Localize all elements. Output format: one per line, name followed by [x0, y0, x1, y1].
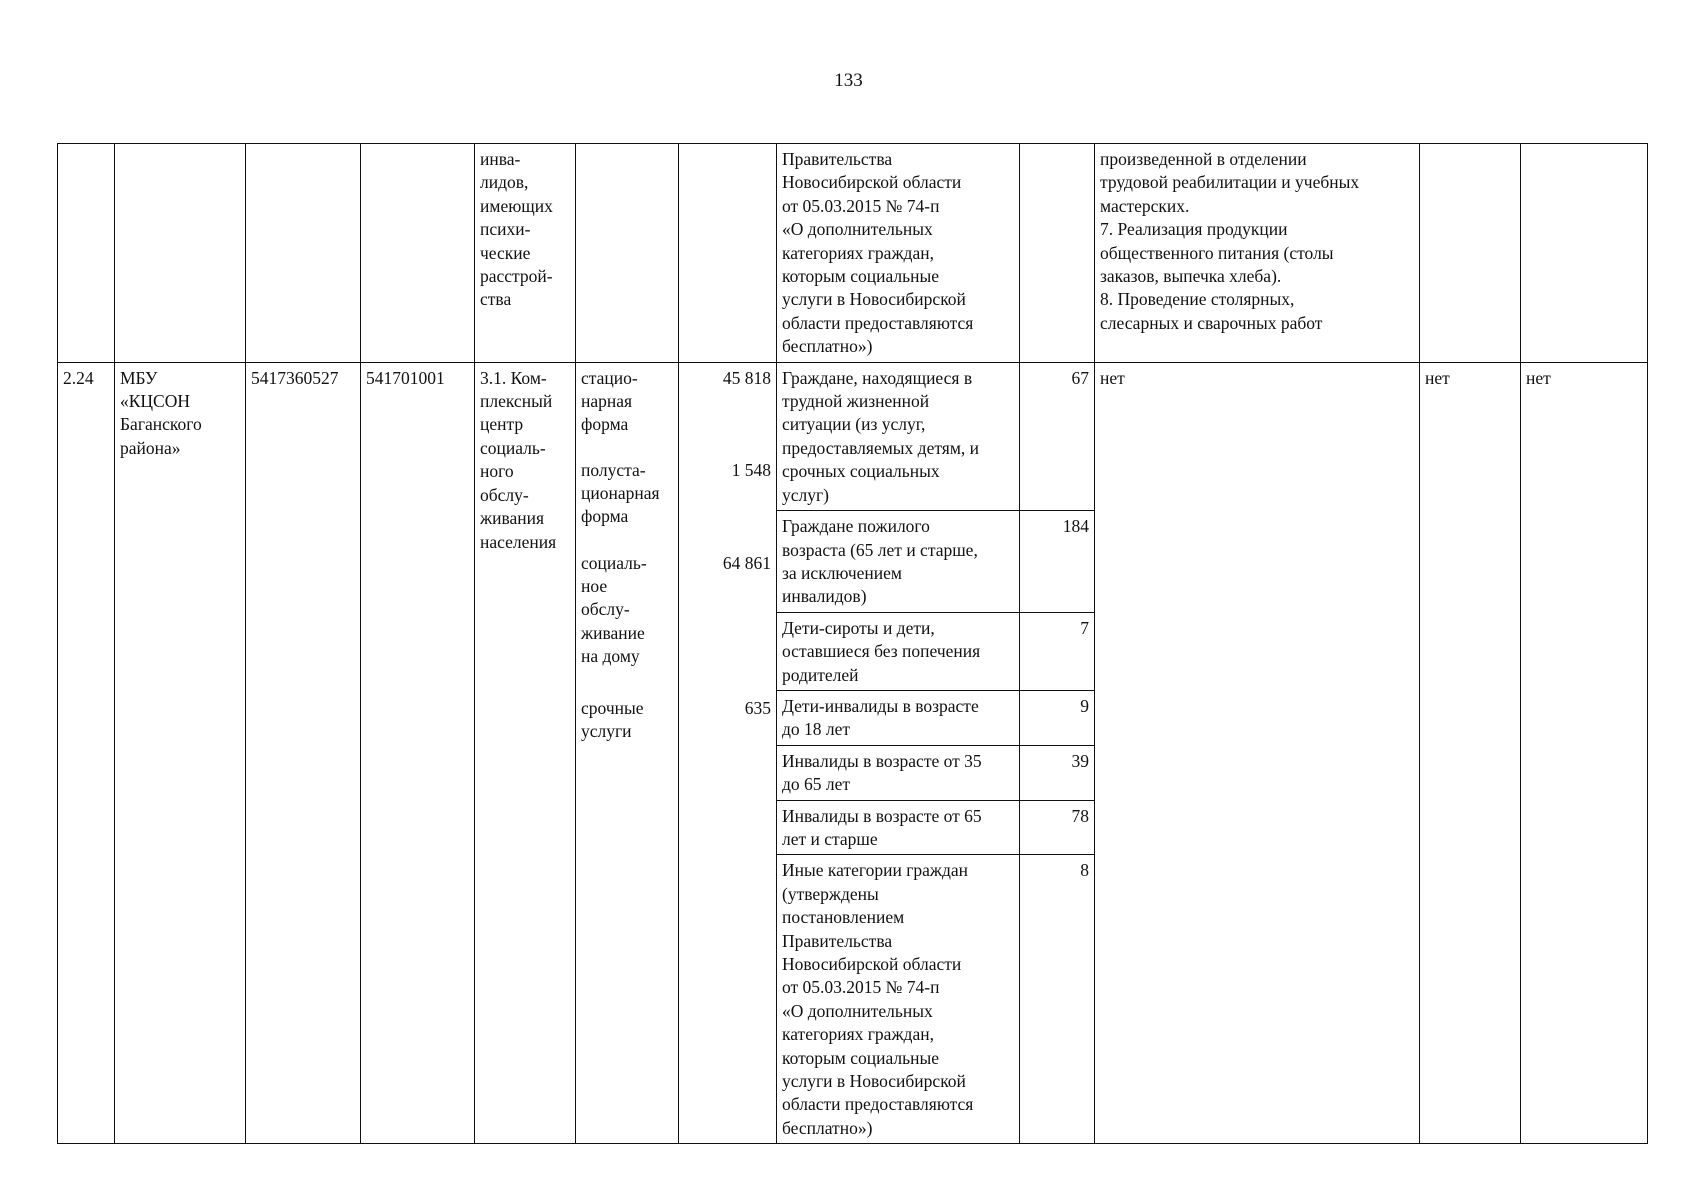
additional-services: нет: [1095, 362, 1420, 1144]
row-number: 2.24: [58, 362, 115, 1144]
cell-inn: [246, 144, 361, 363]
kpp-value: 541701001: [361, 362, 475, 1144]
recipient-category: Граждане пожилого возраста (65 лет и старше, за исключением инвалидов): [777, 511, 1020, 613]
recipient-count: 184: [1020, 511, 1095, 613]
institution-type: 3.1. Ком- плексный центр социаль- ного обслу- живания населения: [475, 362, 576, 1144]
recipient-category: Дети-инвалиды в возрасте до 18 лет: [777, 690, 1020, 745]
inn-value: 5417360527: [246, 362, 361, 1144]
recipient-count: 39: [1020, 745, 1095, 800]
recipient-category: Иные категории граждан (утверждены постановлением Правительства Новосибирской области от 05.03.2015 № 74-п «О дополнительных категориях граждан, которым социальные услуги в Новосибирской области предоставляются бесплатно»): [777, 855, 1020, 1144]
recipient-category: Дети-сироты и дети, оставшиеся без попечения родителей: [777, 612, 1020, 690]
recipient-category: Инвалиды в возрасте от 65 лет и старше: [777, 800, 1020, 855]
cell-recipients: Правительства Новосибирской области от 05.03.2015 № 74-п «О дополнительных категориях граждан, которым социальные услуги в Новосибирской области предоставляются бесплатно»): [777, 144, 1020, 363]
cell-service-category: инва- лидов, имеющих психи- ческие расстрой- ства: [475, 144, 576, 363]
table-row: [58, 362, 1648, 510]
service-form-name: полуста- ционарная форма: [581, 459, 660, 527]
service-volumes-cell: [679, 362, 777, 1144]
cell-col-13: [1521, 144, 1648, 363]
service-form-name: срочные услуги: [581, 697, 644, 742]
organization-name: МБУ «КЦСОН Баганского района»: [115, 362, 246, 1144]
service-volume: 1 548: [731, 459, 771, 480]
cell-forms: [576, 144, 679, 363]
service-form-name: стацио- нарная форма: [581, 367, 638, 435]
service-volume: 45 818: [722, 367, 771, 388]
cell-volumes: [679, 144, 777, 363]
cell-col-12-value: нет: [1420, 362, 1521, 1144]
service-volume: 64 861: [722, 552, 771, 573]
recipient-count: 78: [1020, 800, 1095, 855]
service-form-name: социаль- ное обслу- живание на дому: [581, 552, 647, 667]
recipient-category: Граждане, находящиеся в трудной жизненной ситуации (из услуг, предоставляемых детям, и срочных социальных услуг): [777, 362, 1020, 510]
recipient-count: 8: [1020, 855, 1095, 1144]
recipient-count: 7: [1020, 612, 1095, 690]
recipient-count: 9: [1020, 690, 1095, 745]
cell-additional-services: произведенной в отделении трудовой реабилитации и учебных мастерских. 7. Реализация продукции общественного питания (столы заказов, выпечка хлеба). 8. Проведение столярных, слесарных и сварочных работ: [1095, 144, 1420, 363]
cell-organization: [115, 144, 246, 363]
cell-recipients-count: [1020, 144, 1095, 363]
page-number: 133: [834, 70, 863, 91]
cell-kpp: [361, 144, 475, 363]
cell-col-13-value: нет: [1521, 362, 1648, 1144]
registry-table: [57, 143, 1648, 1144]
recipient-category: Инвалиды в возрасте от 35 до 65 лет: [777, 745, 1020, 800]
cell-number: [58, 144, 115, 363]
cell-col-12: [1420, 144, 1521, 363]
service-volume: 635: [744, 697, 771, 718]
service-forms-cell: [576, 362, 679, 1144]
continuation-row: [58, 144, 1648, 363]
recipient-count: 67: [1020, 362, 1095, 510]
